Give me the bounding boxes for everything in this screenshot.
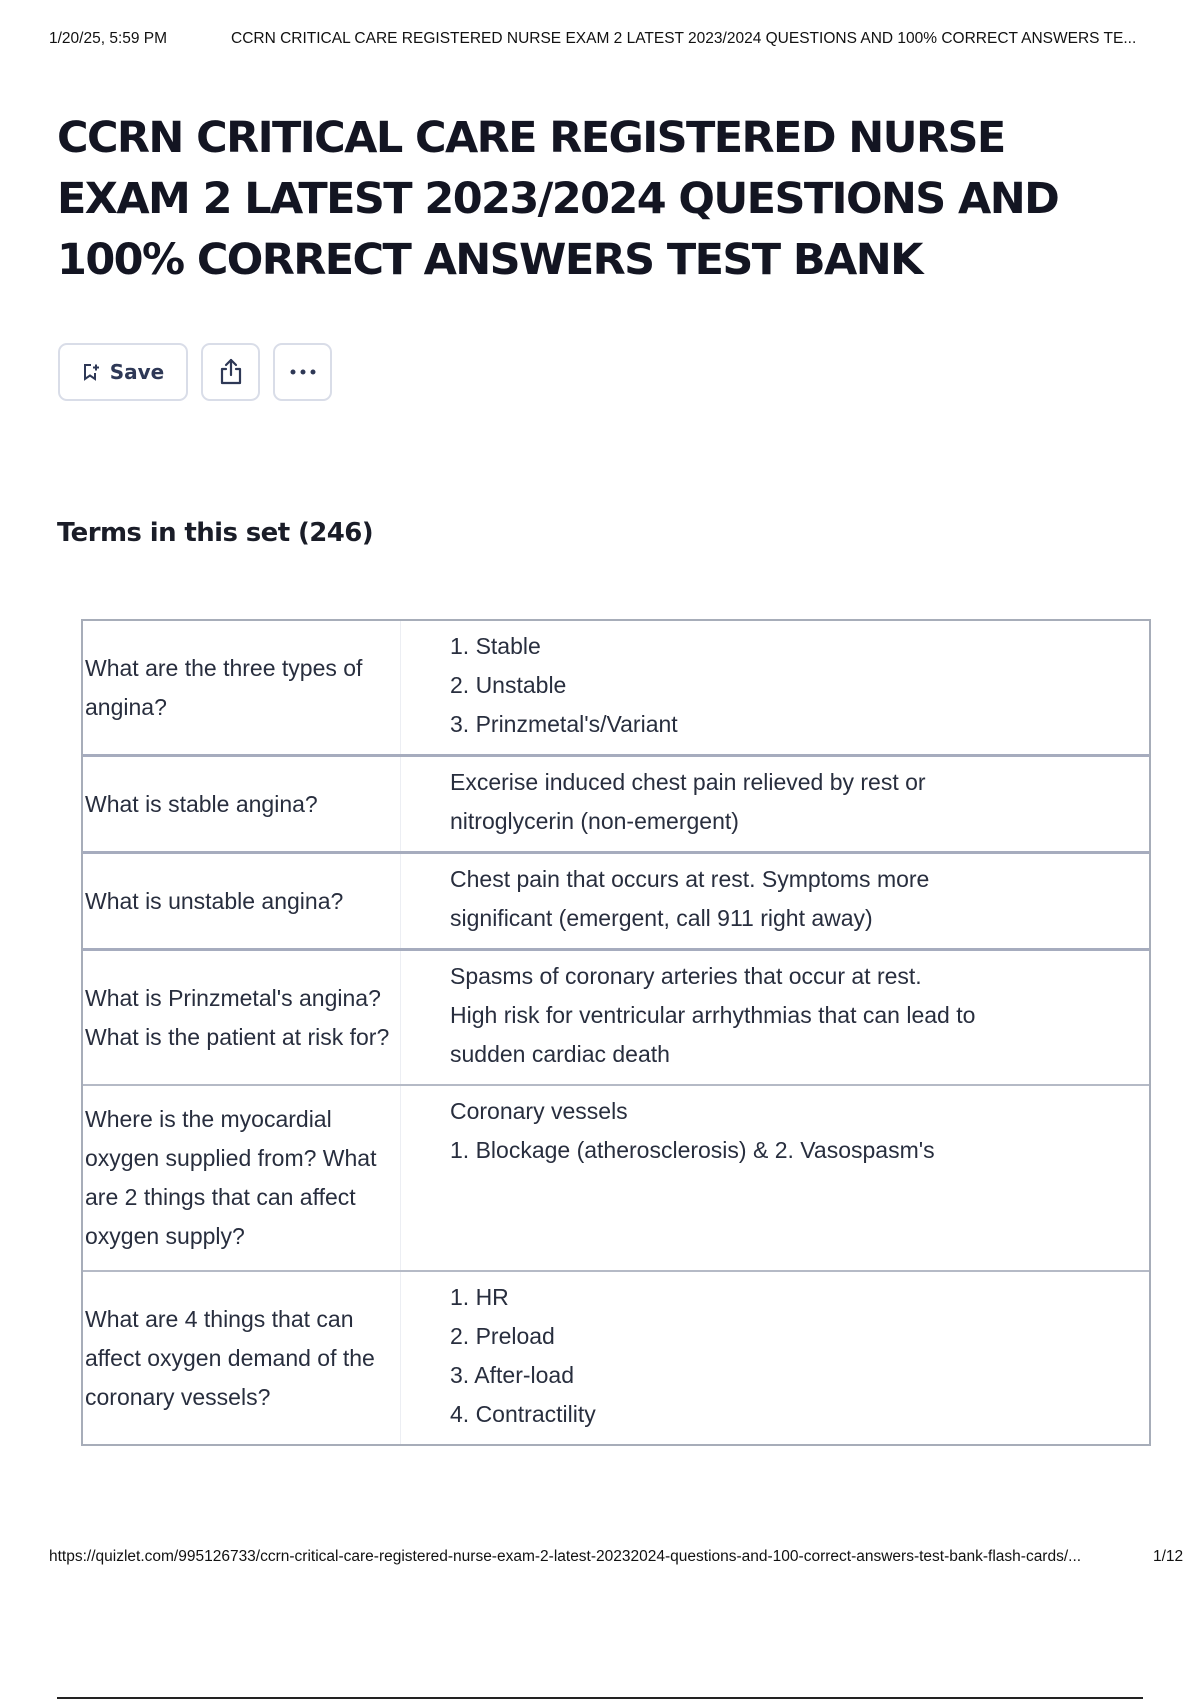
ellipsis-icon (289, 369, 317, 375)
definition-text (401, 757, 1149, 851)
definition-line: significant (emergent, call 911 right away) (450, 905, 873, 931)
definition-line: 1. HR (450, 1284, 509, 1310)
definition-text (401, 1086, 1149, 1270)
definition-text (401, 621, 1149, 754)
save-button-label: Save (109, 360, 165, 384)
definition-line: 3. After-load (450, 1362, 575, 1388)
definition-line: Spasms of coronary arteries that occur at rest. (450, 963, 922, 989)
term-text: What is Prinzmetal's angina? What is the patient at risk for? (83, 951, 401, 1084)
term-text: What is stable angina? (83, 757, 401, 851)
definition-line: 4. Contractility (450, 1401, 596, 1427)
action-bar (58, 343, 332, 401)
print-header (49, 30, 1180, 50)
definition-line: 2. Preload (450, 1323, 555, 1349)
term-row (83, 948, 1149, 1084)
term-row (83, 1270, 1149, 1444)
terms-table (81, 619, 1151, 1446)
print-url: https://quizlet.com/995126733/ccrn-critical-care-registered-nurse-exam-2-latest-20232024-questions-and-100-correct-answers-test-bank-flash-cards/... (49, 1548, 1082, 1565)
print-document-title: CCRN CRITICAL CARE REGISTERED NURSE EXAM 2 LATEST 2023/2024 QUESTIONS AND 100% CORRECT ANSWERS TE... (231, 30, 1137, 47)
term-row (83, 754, 1149, 851)
bookmark-plus-icon (82, 363, 100, 381)
definition-line: 1. Stable (450, 633, 541, 659)
definition-line: Excerise induced chest pain relieved by rest or (450, 769, 926, 795)
print-datetime: 1/20/25, 5:59 PM (49, 30, 168, 47)
save-button[interactable] (58, 343, 188, 401)
term-row (83, 621, 1149, 754)
terms-heading: Terms in this set (246) (57, 518, 374, 548)
definition-line: sudden cardiac death (450, 1041, 670, 1067)
term-text: What are the three types of angina? (83, 621, 401, 754)
share-icon (218, 358, 244, 386)
definition-line: Chest pain that occurs at rest. Symptoms more (450, 866, 930, 892)
definition-line: 2. Unstable (450, 672, 567, 698)
definition-line: 3. Prinzmetal's/Variant (450, 711, 678, 737)
more-options-button[interactable] (273, 343, 332, 401)
page-title: CCRN CRITICAL CARE REGISTERED NURSE EXAM 2 LATEST 2023/2024 QUESTIONS AND 100% CORRECT ANSWERS TEST BANK (57, 113, 1059, 285)
term-text: Where is the myocardial oxygen supplied from? What are 2 things that can affect oxygen supply? (83, 1086, 401, 1270)
term-row (83, 1084, 1149, 1270)
definition-line: 1. Blockage (atherosclerosis) & 2. Vasospasm's (450, 1137, 935, 1163)
definition-line: High risk for ventricular arrhythmias that can lead to (450, 1002, 976, 1028)
definition-text (401, 1272, 1149, 1444)
term-row (83, 851, 1149, 948)
definition-text (401, 854, 1149, 948)
page-bottom-divider (57, 1697, 1143, 1699)
term-text: What are 4 things that can affect oxygen demand of the coronary vessels? (83, 1272, 401, 1444)
definition-text (401, 951, 1149, 1084)
term-text: What is unstable angina? (83, 854, 401, 948)
definition-line: Coronary vessels (450, 1098, 628, 1124)
print-page-number: 1/12 (1153, 1548, 1184, 1565)
share-button[interactable] (201, 343, 260, 401)
definition-line: nitroglycerin (non-emergent) (450, 808, 739, 834)
